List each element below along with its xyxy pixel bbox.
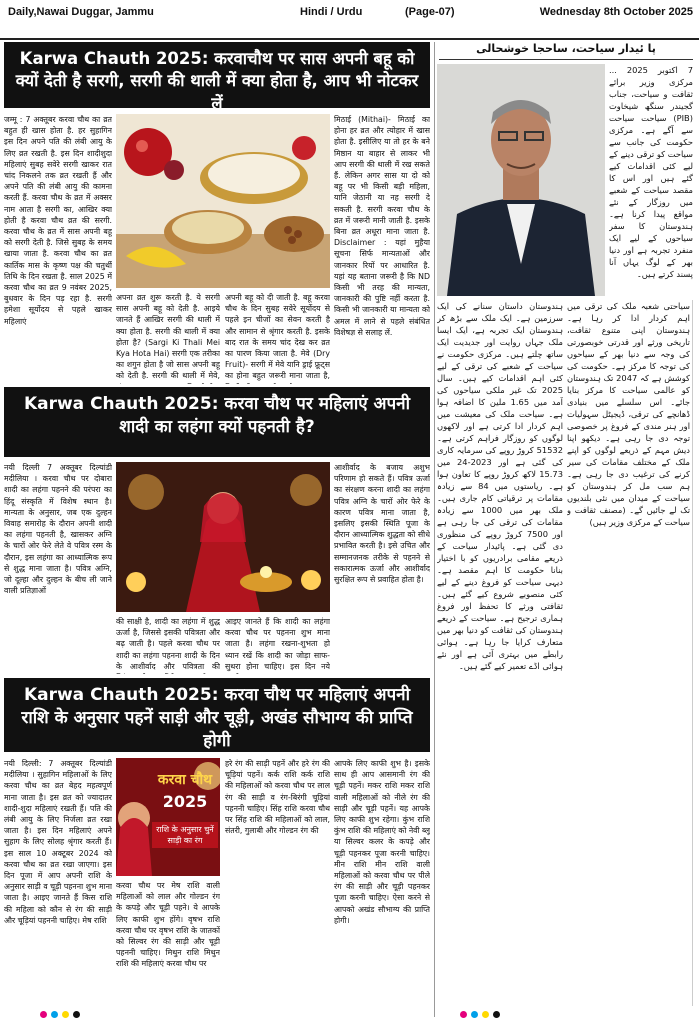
urdu-col-a: 7 اکتوبر 2025 ... مرکزی وزیر برائے ثقافت و سیاحت، جناب گجیندر سنگھ شیخاوت (PIB) سیاحت سیاحت سے آگے ہے۔ مرکزی حکومت کی جانب سے سیاحت کو ترقی دینے کے لیے کئی اقدامات کیے گئے ہیں اور اس کا مقصد سیاحت کے شعبے میں روزگار کے نئے مواقع پیدا کرنا ہے۔ ہندوستان کا سفر سیاحوں کے لیے ایک منفرد تجربہ ہے اور دنیا بھر کے لوگ یہاں آنا پسند کرتے ہیں۔ xyxy=(609,65,693,279)
sargi-thali-image xyxy=(116,114,330,288)
registration-marks-left xyxy=(40,1011,80,1018)
article1-col2a: अपना व्रत शुरू करती है. ये सरगी सास अपनी बहू को देती है. आइये जानते हैं आखिर सरगी की थाली में क्या होता है. सरगी की थाली में क्या होता है? (Sargi Ki Thali Mei Kya Hota Hai) सरगी एक तरीका का शगुन होता है जो सास अपनी बहू को देती है. सरगी की थाली में मेवे, xyxy=(116,293,220,381)
issue-date: Wednesday 8th October 2025 xyxy=(539,6,693,18)
article2-col4: आशीर्वाद के बजाय अशुभ परिणाम हो सकते हैं। पवित्र ऊर्जा का संरक्षण करना शादी का लहंगा पवित्र अग्नि के चारों ओर फेरे के कारण पवित्र माना जाता है, इसलिए इसकी स्थिति पूजा के दौरान आध्यात्मिक शुद्धता को सीधे प्रभावित करती है। इसे उचित और सम्मानजनक तरीके से पहनने से सकारात्मक ऊर्जा और आशीर्वाद सुरक्षित रूप से प्रवाहित होता है। xyxy=(334,463,430,585)
urdu-column-header: پا ئیدار سیاحت، ساحجا خوشحالی xyxy=(439,42,693,60)
article2-col2a: की साक्षी है, शादी का लहंगा में शुद्ध ऊर्जा है, जिससे इसकी पवित्रता और बढ़ जाती है। पहले करवा चौथ पर शादी का लहंगा पहनना शादी के दिन के आशीर्वाद और पवित्रता की xyxy=(116,617,220,671)
yellow-dot xyxy=(62,1011,69,1018)
article2-col2b: आइए जानते हैं कि शादी का लहंगा करवा चौथ पर पहनना शुभ माना जाता है। लहंगा रखना-शुभता हो ध्यान रखें कि शादी का जोड़ा साफ-सुथरा होना चाहिए। इस दिन नये xyxy=(225,617,330,671)
karwa-chauth-poster xyxy=(116,758,220,876)
article3-col4: आपके लिए काफी शुभ है। इसके साथ ही आप आसमानी रंग की चूड़ी पहनें। मकर राशि मकर राशि वाली महिलाओं को नीले रंग की साड़ी और चूड़ी पहनें। यह आपके लिए काफी शुभ रहेगा। कुंभ राशि कुंभ राशि की महिलाएं को नेवी ब्लू या सिल्वर कलर के कपड़े और चूड़ी पहनकर पूजा करनी चाहिए। मीन राशि मीन राशि वाली महिलाओं को करवा चौथ पर पीले रंग की साड़ी और चूड़ी पहनकर पूजा करनी चाहिए। ऐसा करने से आपको अखंड सौभाग्य की प्राप्ति होगी। xyxy=(334,759,430,925)
urdu-col-b: ہندوستان داستان سنانے کی ایک سرزمین ہے۔ ایک ملک سے بڑھ کر ہندوستان ایک تجربہ ہے، ایک ایسا ملک جہاں روایت اور جدیدیت ایک ساتھ چلتے ہیں۔ مرکزی حکومت نے سیاحت کے شعبے کی ترقی کے لیے کئی اہم اقدامات کیے ہیں۔ سال 2025 تک غیر ملکی سیاحوں کی آمد میں 1.65 ملین کا اضافہ ہوا ہے۔ سیاحت ملک کی معیشت میں اہم کردار ادا کرتی ہے اور لاکھوں لوگوں کو روزگار فراہم کرتی ہے۔ 51532 کروڑ روپے کی سرمایہ کاری کی گئی ہے اور 2023-24 میں 15.73 لاکھ کروڑ روپے کا تعاون ہوا ہے۔ ریاستوں میں 84 سے زیادہ مقامات پر ترقیاتی کام جاری ہیں۔ ملک بھر میں 1000 سے زیادہ مقامات کی ترقی کی جا رہی ہے اور 7500 کروڑ روپے کی منظوری دی گئی ہے۔ پائیدار سیاحت کے ذریعے مقامی برادریوں کو با اختیار بنانا حکومت کا اہم مقصد ہے۔ دیہی سیاحت کو فروغ دینے کے لیے کئی منصوبے شروع کیے گئے ہیں۔ ثقافتی ورثے کا تحفظ اور فروغ ہماری ترجیح ہے۔ سیاحت کے ذریعے ہندوستان کی ثقافت کو دنیا بھر میں متعارف کرایا جا رہا ہے۔ ہوائی رابطے میں بہتری آئی ہے اور نئے ہوائی اڈے تعمیر کیے گئے ہیں۔ xyxy=(437,301,563,671)
yellow-dot xyxy=(482,1011,489,1018)
article3-col2b: हरे रंग की साड़ी पहनें और हरे रंग की चूड़ियां पहनें। कर्क राशि कर्क राशि की महिलाओं को करवा चौथ पर लाल रंग की साड़ी व रंग-बिरंगी चूड़ियां पहननी चाहिए। सिंह राशि करवा चौथ पर सिंह राशि की महिलाओं को लाल, संतरी, गुलाबी और गोल्डन रंग की xyxy=(225,759,330,836)
hindi-section xyxy=(4,42,430,1017)
magenta-dot xyxy=(460,1011,467,1018)
article2-col1: नयी दिल्ली 7 अक्तूबर दिल्यांडी मदीलिया । करवा चौथ पर दोबारा शादी का लहंगा पहनने की परंपरा का हिंदू संस्कृति में विशेष स्थान है। मान्यता के अनुसार, जब एक दुल्हन विवाह समारोह के दौरान अपनी शादी का लहंगा पहनती है, खासकर अग्नि के चारों ओर फेरे लेते वे पवित्र रस्म के दौरान, इस लहंगा का आध्यात्मिक रूप से शुद्ध माना जाता है। पवित्र अग्नि, जो दूल्हा और दुल्हन के बीच ली जाने वाली प्रतिज्ञाओं xyxy=(4,463,112,596)
magenta-dot xyxy=(40,1011,47,1018)
article1-headline: Karwa Chauth 2025: करवाचौथ पर सास अपनी बहू को क्यों देती है सरगी, सरगी की थाली में क्या होता है, आप भी नोटकर लें xyxy=(4,42,430,108)
poster-subtitle: राशि के अनुसार चुनें साड़ी का रंग xyxy=(152,822,218,848)
cyan-dot xyxy=(51,1011,58,1018)
article2-headline: Karwa Chauth 2025: करवा चौथ पर महिलाएं अपनी शादी का लहंगा क्यों पहनती है? xyxy=(4,387,430,457)
cyan-dot xyxy=(471,1011,478,1018)
paper-name: Daily,Nawai Duggar, Jammu xyxy=(8,6,154,18)
black-dot xyxy=(493,1011,500,1018)
urdu-col-c: سیاحتی شعبہ ملک کی ترقی میں اہم کردار ادا کر رہا ہے۔ ہندوستان اپنی متنوع ثقافت، تاریخی ورثے اور قدرتی خوبصورتی کی وجہ سے دنیا بھر کے سیاحوں کی توجہ کا مرکز ہے۔ حکومت کی کوشش ہے کہ 2047 تک ہندوستان کو عالمی سیاحت کا مرکز بنایا جائے۔ اس سلسلے میں بنیادی ڈھانچے کی ترقی، ڈیجیٹل سہولیات اور ہنر مندی کے فروغ پر خصوصی توجہ دی جا رہی ہے۔ دیکھو اپنا دیش مہم کے ذریعے لوگوں کو اپنے ملک کے مختلف مقامات کی سیر کرنے کی ترغیب دی جا رہی ہے۔ ہم سب مل کر ہندوستان کو سیاحت کے میدان میں نئی بلندیوں تک لے جائیں گے۔ (مصنف ثقافت و سیاحت کے مرکزی وزیر ہیں) xyxy=(567,300,693,1006)
bride-lehenga-image xyxy=(116,462,330,612)
poster-year: 2025 xyxy=(162,792,208,811)
article3-col1: नयी दिल्ली: 7 अक्तूबर दिल्यांडी मदीलिया । सुहागिन महिलाओं के लिए करवा चौथ का व्रत बेहद महत्वपूर्ण माना जाता है। इस व्रत को ज्यादातर शादी-शुदा महिलाएं रखती हैं। पति की लंबी आयु के लिए निर्जला व्रत रखा जाता है। इस दिन महिलाएं अपने सुहाग के लिए सोलह श्रृंगार करती हैं। इस साल 10 अक्टूबर 2024 को करवा चौथ का व्रत रखा जाएगा। इस दिन पूजा में आप अपनी राशि के अनुसार साड़ी व चूड़ी पहनना शुभ माना जाता है। आइए जानते हैं किस राशि की महिला को कौन से रंग की साड़ी और चूड़ियां पहननी चाहिए। मेष राशि xyxy=(4,759,112,925)
registration-marks-right xyxy=(460,1011,500,1018)
article1-col2b: अपनी बहू को दी जाती है. बहू करवा चौथ के दिन सुबह सवेरे सूर्योदय से पहले इन चीजों का सेवन करती है और सामान से श्रृंगार करती है. इसके बाद रात के समय चांद देख कर व्रत का पारण किया जाता है. मेवे (Dry Fruit)- सरगी में मेवे यानि ड्राई फ्रूट्स का होना बहुत जरूरी माना जाता है, xyxy=(225,293,330,381)
language-label: Hindi / Urdu xyxy=(300,6,363,18)
black-dot xyxy=(73,1011,80,1018)
urdu-section xyxy=(434,42,696,1017)
article1-col4: मिठाई (Mithai)- मिठाई का होना हर व्रत और त्योहार में खास होता है. इसीलिए या तो हर के बने मिष्ठान या बाहार से लाकर भी आप सरगी की थाली में रख सकते हैं. लेकिन अगर सास या दो को बहू पर भी किसी बड़ी महिला, यानि जेठानी या नह सरगी दे सकती है. सरगी करवा चौथ के व्रत में जरूरी मानी जाती है. इसके बिना व्रत अधूरा माना जाता है. Disclaimer : यहां मुहैया सूचना सिर्फ मान्यताओं और जानकार रियों पर आधारित है. यहां यह बताना जरूरी है कि ND किसी भी तरह की मान्यता, जानकारी की पुष्टि नहीं करता है. किसी भी जानकारी या मान्यता को अमल में लाने से पहले संबंधित विशेषज्ञ से सलाह लें. xyxy=(334,115,430,337)
minister-portrait xyxy=(437,64,605,296)
article3-headline: Karwa Chauth 2025: करवा चौथ पर महिलाएं अपनी राशि के अनुसार पहनें साड़ी और चूड़ी, अखंड सौभाग्य की प्राप्ति होगी xyxy=(4,678,430,752)
masthead xyxy=(0,0,699,40)
page-number: (Page-07) xyxy=(405,6,455,18)
poster-title: करवा चौथ xyxy=(157,772,213,788)
article1-col1: जम्मू : 7 अक्तूबर करवा चौथ का व्रत बहुत ही खास होता है. हर सुहागिन इस दिन अपने पति की लंबी आयु के लिए व्रत रखती है. इस दिन शादीशुदा महिलाएं सुबह सवेरे सरगी खाकर रात चांद निकलने तक व्रत रखती हैं और अपने पति की लंबी आयु की कामना करती हैं. करवा चौथ के व्रत में अक्सर नाम आता है सरगी का, आखिर क्या होती है करवा चौथ व्रत की सरगी. करवा चौथ के व्रत में सास अपनी बहू को सरगी देती है. जिसे सुबह के समय खाया जाता है. करवा चौथ का व्रत कार्तिक मास के कृष्ण पक्ष की चतुर्थी तिथि के दिन रखता है. साल 2025 में करवा चौथ का व्रत 9 नवंबर 2025, बुधवार के दिन पड़ रहा है. सरगी हमेशा सूर्योदय से पहले खाकर महिलाएं xyxy=(4,115,112,326)
article3-col2a: करवा चौथ पर मेष राशि वाली महिलाओं को लाल और गोल्डन रंग के कपड़े और चूड़ी पहने। ये आपके लिए काफी शुभ होंगे। वृषभ राशि करवा चौथ पर वृषभ राशि के जातकों को सिल्वर रंग की साड़ी और चूड़ी पहननी चाहिए। मिथुन राशि मिथुन राशि की महिलाएं करवा चौथ पर xyxy=(116,881,220,969)
